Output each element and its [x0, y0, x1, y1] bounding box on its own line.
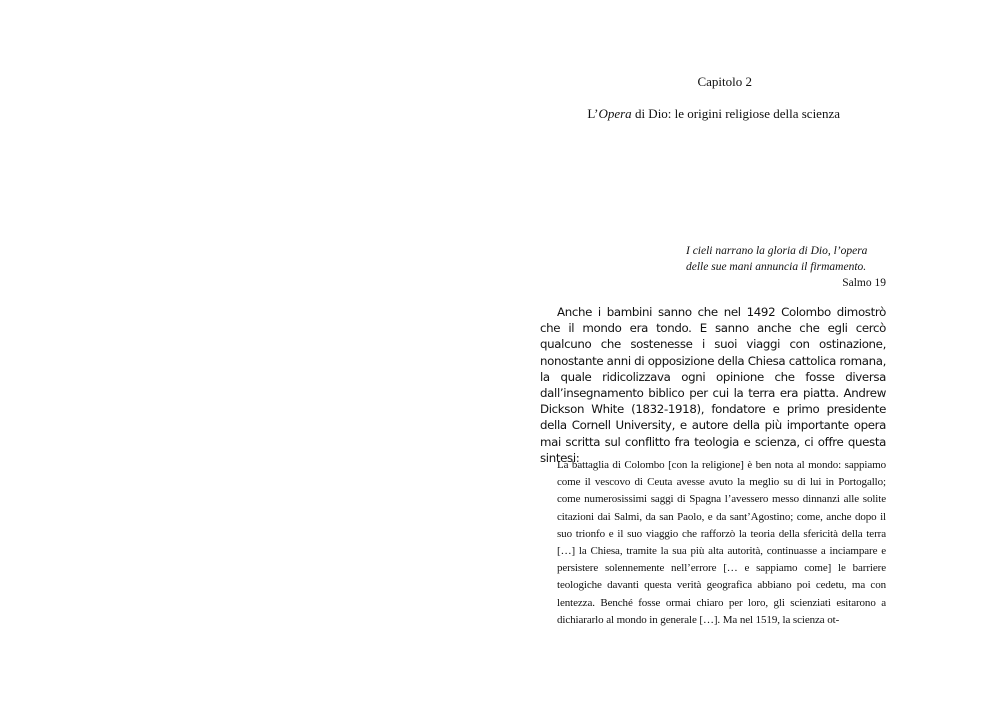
book-page: [540, 0, 886, 701]
epigraph: [686, 243, 886, 291]
chapter-number: Capitolo 2: [697, 74, 752, 89]
epigraph-line-1: I cieli narrano la gloria di Dio, l’opera: [686, 245, 868, 257]
chapter-title-suffix: di Dio: le origini religiose della scienza: [631, 106, 840, 121]
body-paragraph: Anche i bambini sanno che nel 1492 Colombo dimostrò che il mondo era tondo. E sanno anche che egli cercò qualcuno che sostenesse i suoi viaggi con ostinazione, nonostante anni di opposizione della Chiesa cattolica romana, la quale ridicolizzava ogni opinione che fosse diversa dall’insegnamento biblico per cui la terra era piatta. Andrew Dickson White (1832-1918), fondatore e primo presidente della Cornell University, e autore della più importante opera mai scritta sul conflitto fra teologia e scienza, ci offre questa sintesi:: [540, 305, 886, 465]
block-quotation: La battaglia di Colombo [con la religione] è ben nota al mondo: sappiamo come il vescovo di Ceuta avesse avuto la meglio su di lui in Portogallo; come numerosissimi saggi di Spagna l’avessero messo dinnanzi alle solite citazioni dai Salmi, da san Paolo, e da sant’Agostino; come, anche dopo il suo trionfo e il suo viaggio che rafforzò la teoria della sfericità della terra […] la Chiesa, tramite la sua più alta autorità, continuasse a inciampare e persistere solennemente nell’errore [… e sappiamo come] le barriere teologiche davanti questa verità geografica abbiano poi cedetu, ma con lentezza. Benché fosse ormai chiaro per loro, gli scienziati esitarono a dichiararlo al mondo in generale […]. Ma nel 1519, la scienza ot-: [557, 459, 886, 626]
chapter-title: [540, 106, 886, 122]
chapter-title-italic: Opera: [598, 106, 632, 121]
epigraph-source: Salmo 19: [842, 277, 886, 289]
epigraph-line-2: delle sue mani annuncia il firmamento.: [686, 261, 867, 273]
chapter-title-prefix: L’: [587, 106, 599, 121]
